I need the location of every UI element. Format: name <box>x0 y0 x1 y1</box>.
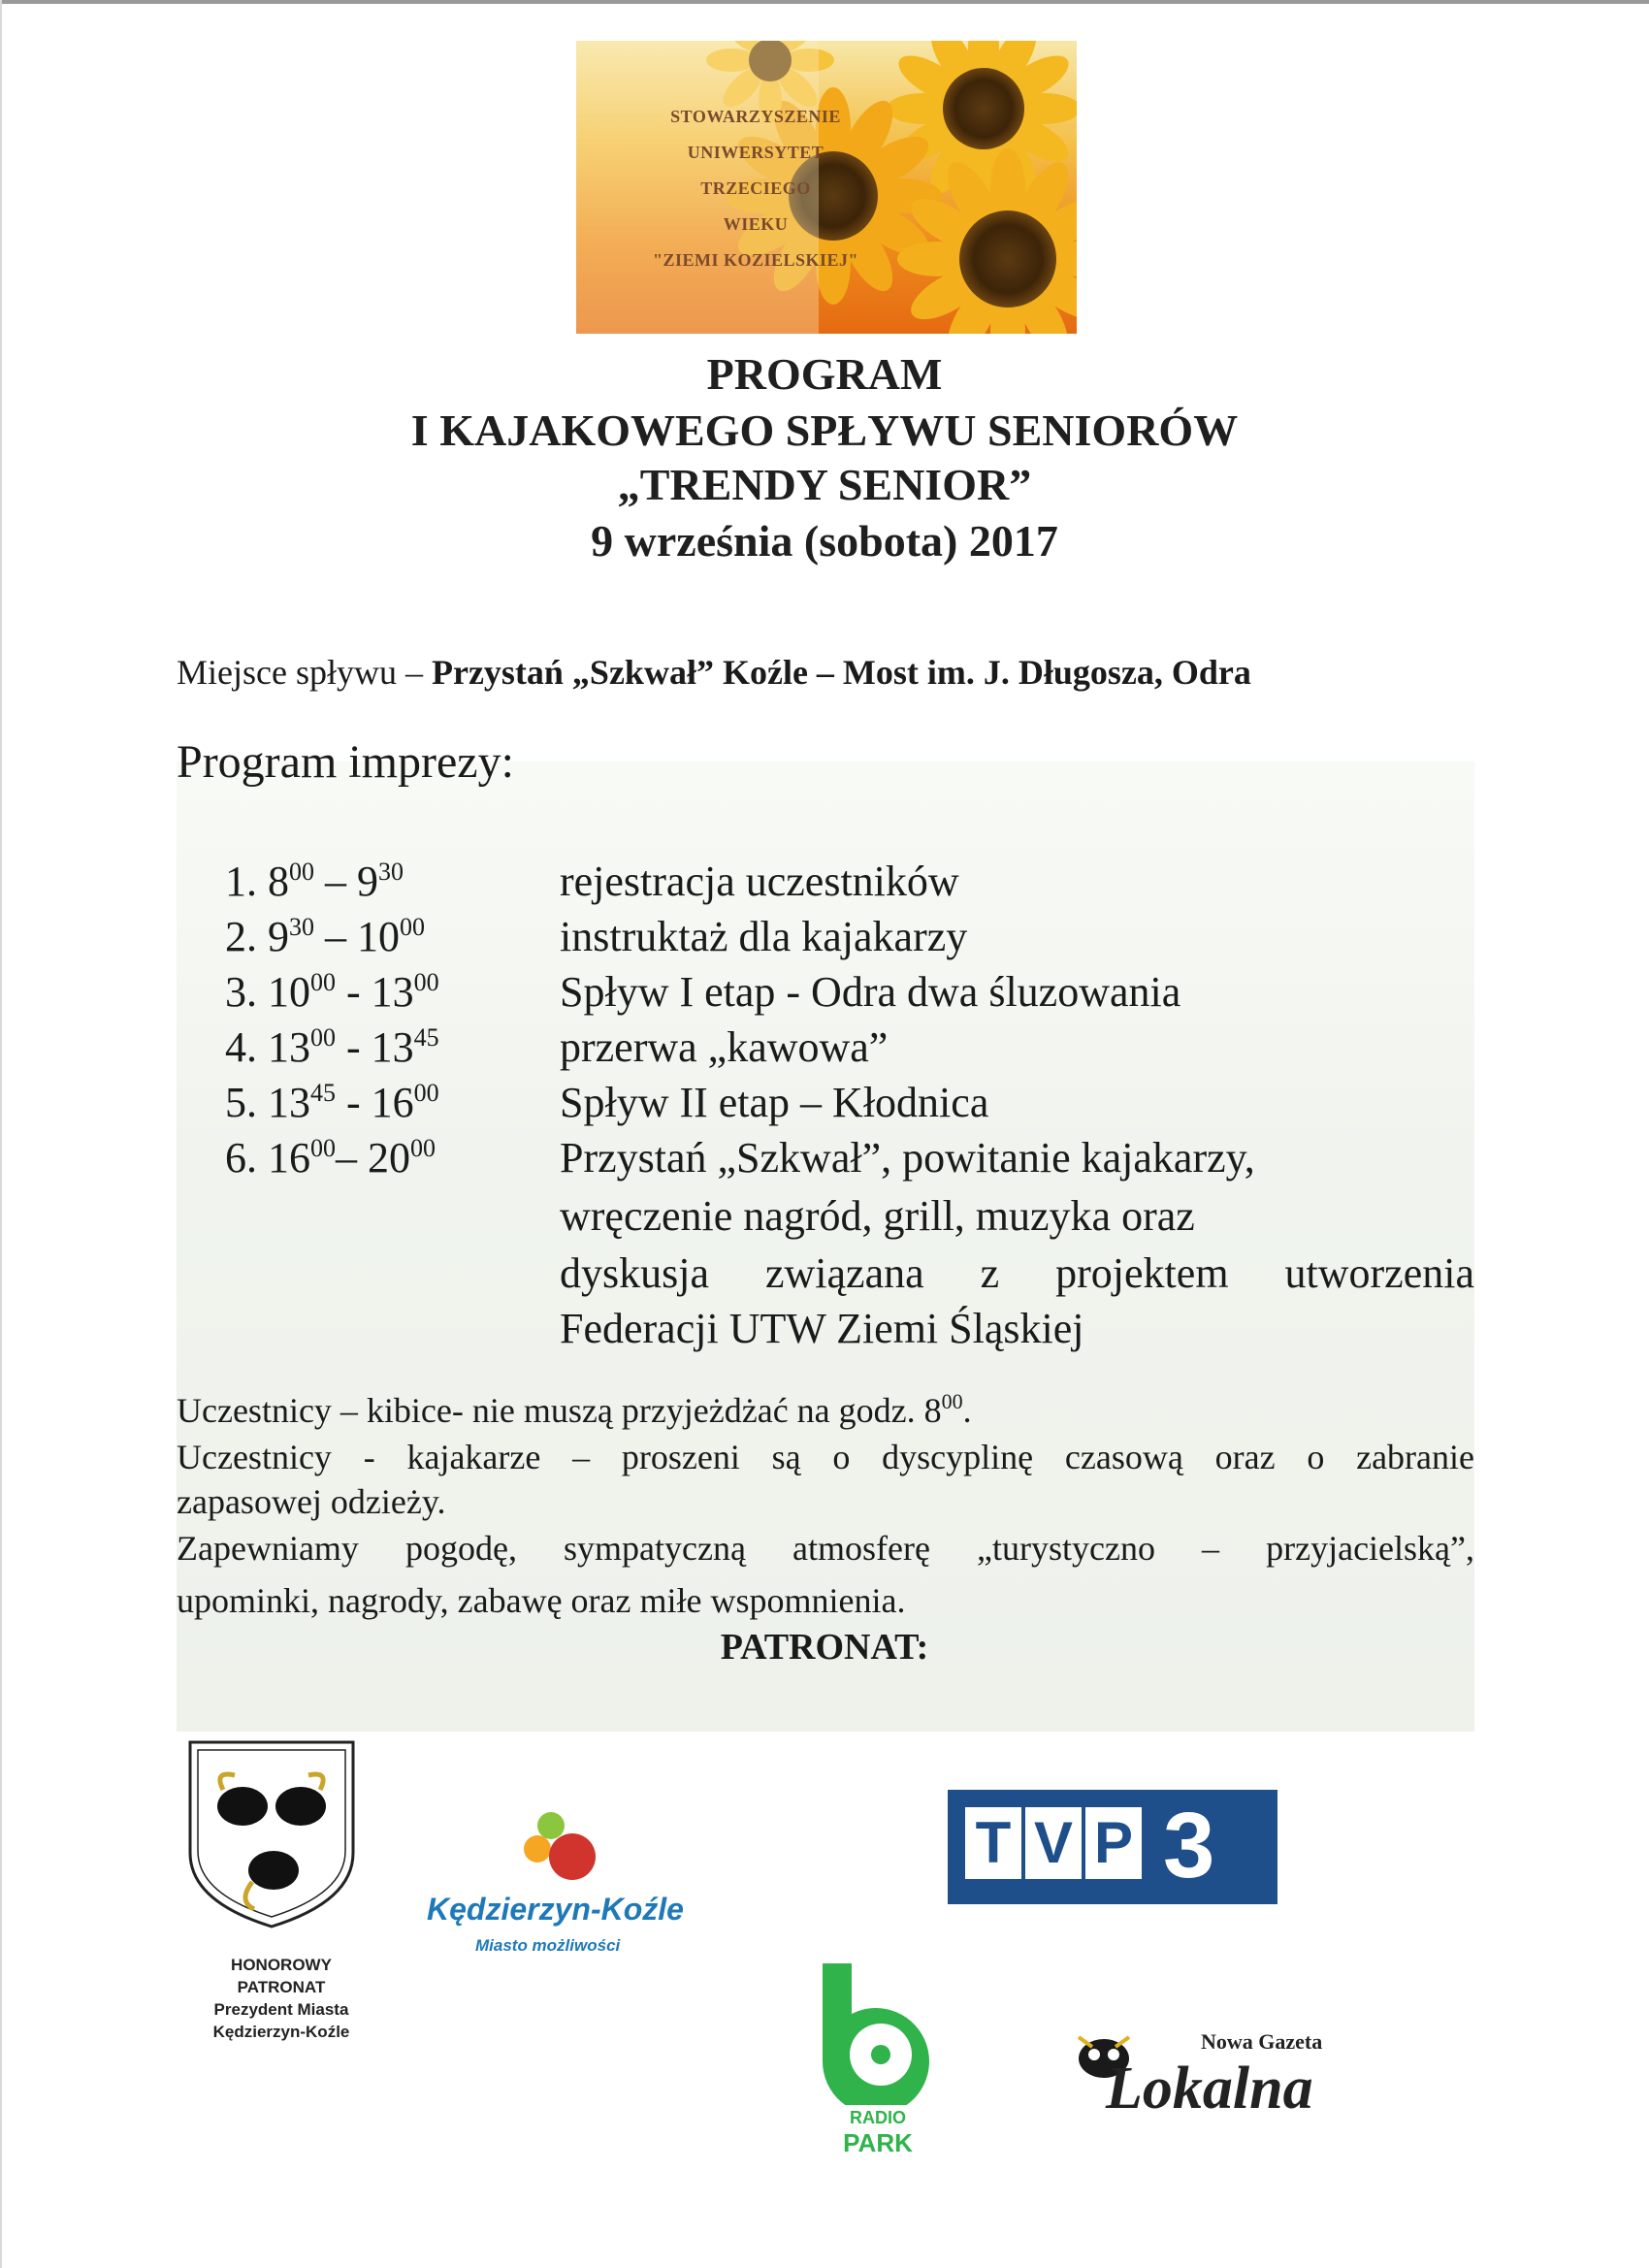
schedule-description: instruktaż dla kajakarzy <box>560 913 968 960</box>
start-minutes: 00 <box>310 1134 336 1162</box>
time-separator: - <box>336 968 372 1016</box>
time-separator: - <box>336 1079 372 1126</box>
schedule-description-cont: Federacji UTW Ziemi Śląskiej <box>560 1305 1084 1352</box>
venue-value: Przystań „Szkwał” Koźle – Most im. J. Długosza, Odra <box>431 653 1251 692</box>
schedule-time <box>225 858 404 906</box>
patronat-heading: PATRONAT: <box>720 1627 929 1668</box>
item-number: 4. <box>225 1023 257 1071</box>
tvp-number: 3 <box>1163 1794 1215 1897</box>
start-minutes: 30 <box>289 913 314 941</box>
radio-line: PARK <box>843 2128 913 2157</box>
end-minutes: 00 <box>413 1079 439 1107</box>
note-spectators <box>177 1389 1474 1432</box>
end-minutes: 45 <box>413 1023 439 1052</box>
end-minutes: 00 <box>410 1134 436 1162</box>
end-minutes: 00 <box>413 968 439 996</box>
crest-caption-line: Kędzierzyn-Koźle <box>212 2023 350 2041</box>
crest-caption-line: PATRONAT <box>237 1978 326 1996</box>
schedule-description-cont: dyskusja związana z projektem utworzenia <box>560 1249 1474 1297</box>
start-minutes: 45 <box>310 1079 336 1107</box>
schedule-time <box>225 1134 436 1183</box>
schedule-time <box>225 968 439 1017</box>
end-hour: 10 <box>357 913 400 960</box>
heading-event: I KAJAKOWEGO SPŁYWU SENIORÓW <box>410 405 1239 455</box>
end-hour: 20 <box>368 1134 410 1182</box>
note-kayakers: Uczestnicy - kajakarze – proszeni są o dyscyplinę czasową oraz o zabranie <box>177 1438 1474 1476</box>
end-hour: 9 <box>357 858 378 905</box>
schedule-description: rejestracja uczestników <box>560 858 959 905</box>
heading-date: 9 września (sobota) 2017 <box>591 516 1058 566</box>
city-name: Kędzierzyn-Koźle <box>427 1892 684 1927</box>
start-hour: 13 <box>268 1023 310 1071</box>
end-hour: 16 <box>371 1079 414 1126</box>
tvp-letter: P <box>1085 1807 1142 1879</box>
banner-line: WIEKU <box>723 214 789 234</box>
heading-program: PROGRAM <box>706 349 943 399</box>
banner-text <box>596 99 916 278</box>
tvp-letters <box>965 1807 1146 1885</box>
item-number: 3. <box>225 968 257 1016</box>
start-hour: 16 <box>268 1134 310 1182</box>
start-minutes: 00 <box>310 968 336 996</box>
note-kayakers-cont: zapasowej odzieży. <box>177 1482 446 1521</box>
crest-caption-line: Prezydent Miasta <box>213 2000 349 2019</box>
radio-line: RADIO <box>850 2108 906 2127</box>
note-period: . <box>962 1391 972 1430</box>
note-minutes: 00 <box>941 1389 963 1413</box>
item-number: 2. <box>225 913 257 960</box>
venue-line <box>177 652 1476 693</box>
time-separator: – <box>314 913 357 960</box>
heading-motto: „TRENDY SENIOR” <box>617 460 1032 509</box>
item-number: 6. <box>225 1134 257 1182</box>
program-label: Program imprezy: <box>177 736 514 788</box>
association-banner <box>576 41 1077 334</box>
schedule-description: Spływ I etap - Odra dwa śluzowania <box>560 968 1181 1016</box>
start-hour: 13 <box>268 1079 310 1126</box>
schedule-description: przerwa „kawowa” <box>560 1023 889 1071</box>
end-minutes: 30 <box>378 858 404 886</box>
schedule-description-cont: wręczenie nagród, grill, muzyka oraz <box>560 1192 1195 1240</box>
city-crest-logo <box>184 1736 359 1930</box>
time-separator: - <box>336 1023 372 1071</box>
banner-line: STOWARZYSZENIE <box>670 107 841 126</box>
end-minutes: 00 <box>400 913 425 941</box>
time-separator: – <box>336 1134 368 1182</box>
banner-line: "ZIEMI KOZIELSKIEJ" <box>652 250 859 270</box>
banner-line: TRZECIEGO <box>700 178 811 198</box>
end-hour: 13 <box>371 1023 414 1071</box>
start-hour: 9 <box>268 913 289 960</box>
schedule-description: Przystań „Szkwał”, powitanie kajakarzy, <box>560 1134 1255 1182</box>
item-number: 1. <box>225 858 257 905</box>
start-minutes: 00 <box>310 1023 336 1052</box>
note-promise-cont: upominki, nagrody, zabawę oraz miłe wspomnienia. <box>177 1581 906 1620</box>
crest-caption-line: HONOROWY <box>231 1956 332 1974</box>
time-separator: – <box>314 858 357 905</box>
schedule-time <box>225 1079 439 1127</box>
scan-edge <box>0 0 1649 4</box>
banner-line: UNIWERSYTET <box>687 143 824 162</box>
city-bubbles-logo <box>417 1810 708 1956</box>
start-hour: 8 <box>268 858 289 905</box>
gazeta-name-main: Lokalna <box>1106 2056 1313 2122</box>
schedule-time <box>225 913 425 961</box>
city-tagline: Miasto możliwości <box>475 1936 621 1955</box>
scan-edge-left <box>0 0 2 2268</box>
end-hour: 13 <box>371 968 414 1016</box>
venue-label: Miejsce spływu – <box>177 653 432 692</box>
gazeta-name-top: Nowa Gazeta <box>1201 2029 1323 2054</box>
crest-caption <box>184 1954 378 2043</box>
note-promise: Zapewniamy pogodę, sympatyczną atmosferę „turystyczno – przyjacielską”, <box>177 1529 1474 1568</box>
radio-park-text <box>824 2105 931 2155</box>
radio-park-logo <box>813 1960 939 2105</box>
schedule-description: Spływ II etap – Kłodnica <box>560 1079 989 1126</box>
tvp-letter: T <box>965 1807 1021 1879</box>
tvp-letter: V <box>1025 1807 1082 1879</box>
schedule-time <box>225 1023 439 1072</box>
item-number: 5. <box>225 1079 257 1126</box>
tvp3-logo <box>948 1790 1277 1904</box>
note-text: Uczestnicy – kibice- nie muszą przyjeżdżać na godz. 8 <box>177 1391 942 1430</box>
start-minutes: 00 <box>289 858 314 886</box>
start-hour: 10 <box>268 968 310 1016</box>
